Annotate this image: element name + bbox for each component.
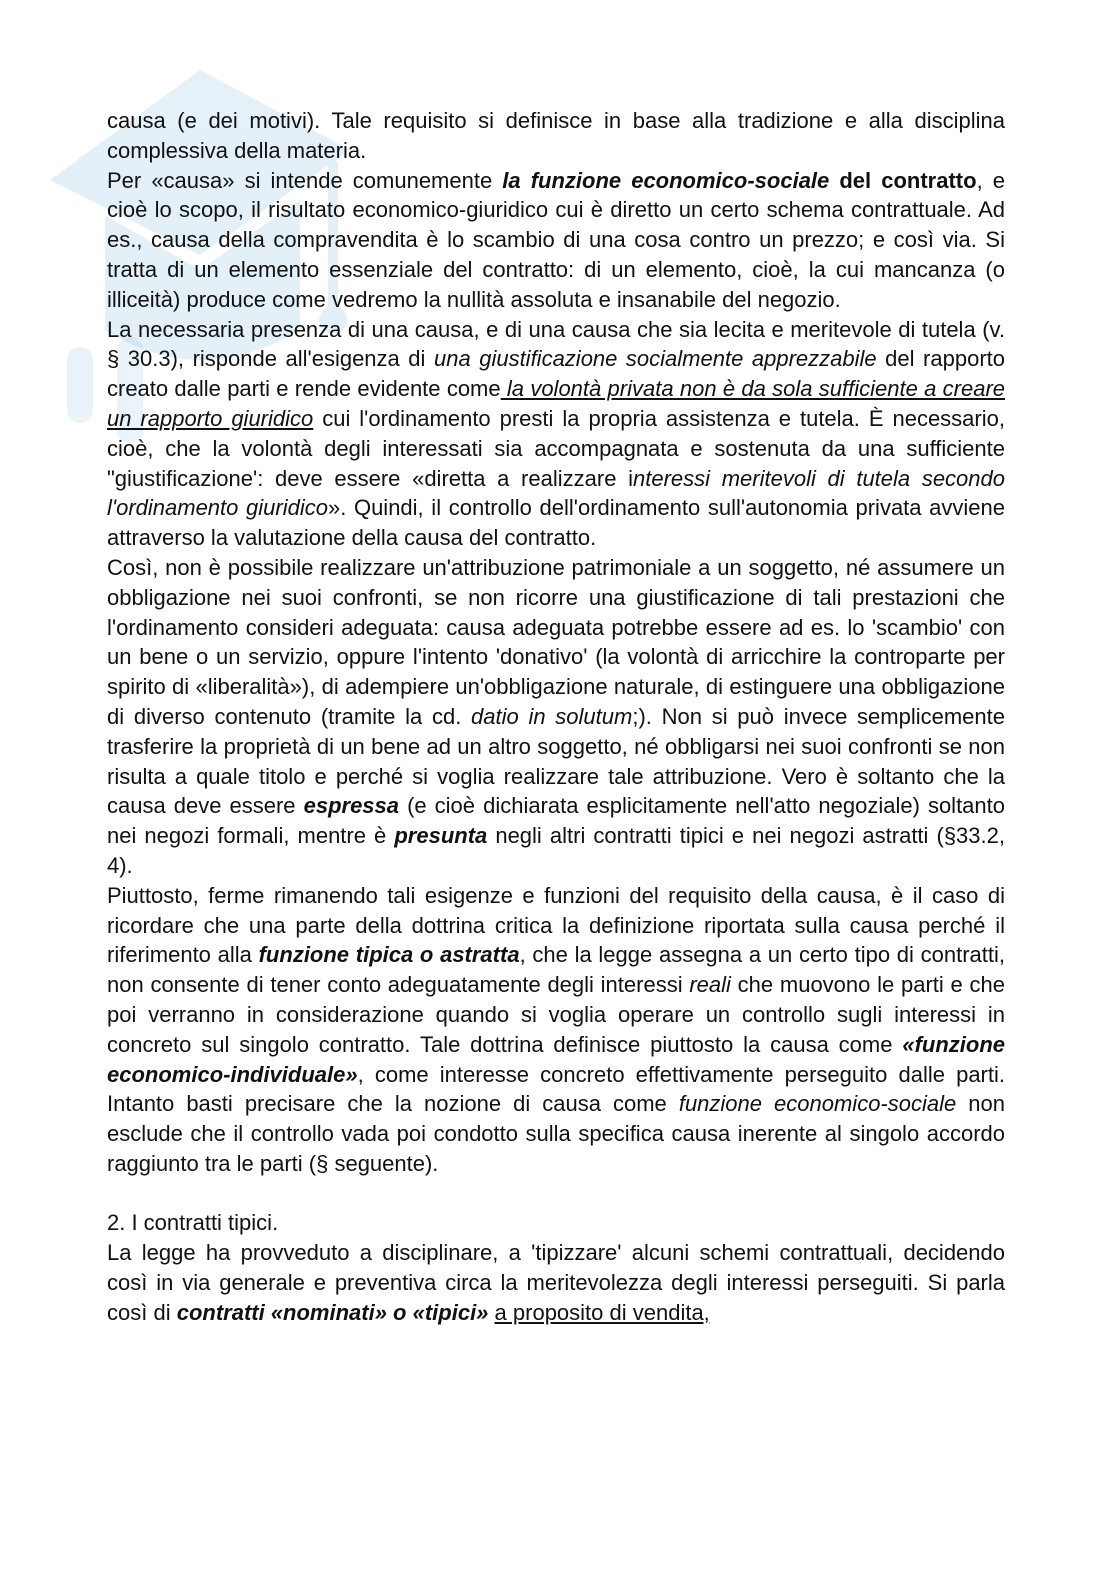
emphasis-text: funzione tipica o astratta — [258, 942, 520, 968]
italic-text: una giustificazione socialmente apprezzabile — [433, 346, 877, 372]
paragraph: La necessaria presenza di una causa, e di una causa che sia lecita e meritevole di tutela (v. § 30.3), risponde all'esigenza di una giustificazione socialmente apprezzabile del rapporto creato dalle parti e rende evidente come la volontà privata non è da sola sufficiente a creare un rapporto giuridico cui l'ordinamento presti la propria assistenza e tutela. È necessario, cioè, che la volontà degli interessati sia accompagnata e sostenuta da una sufficiente "giustificazione': deve essere «diretta a realizzare interessi meritevoli di tutela secondo l'ordinamento giuridico». Quindi, il controllo dell'ordinamento sull'autonomia privata avviene attraverso la valutazione della causa del contratto. — [107, 316, 1006, 551]
emphasis-text: espressa — [303, 793, 400, 819]
paragraph: Così, non è possibile realizzare un'attribuzione patrimoniale a un soggetto, né assumere un obbligazione nei suoi confronti, se non ricorre una giustificazione di tali prestazioni che l'ordinamento consideri adeguata: causa adeguata potrebbe essere ad es. lo 'scambio' con un bene o un servizio, oppure l'intento 'donativo' (la volontà di arricchire la controparte per spirito di «liberalità»), di adempiere un'obbligazione naturale, di estinguere una obbligazione di diverso contenuto (tramite la cd. datio in solutum;). Non si può invece semplicemente trasferire la proprietà di un bene ad un altro soggetto, né obbligarsi nei suoi confronti se non risulta a quale titolo e perché si voglia realizzare tale attribuzione. Vero è soltanto che la causa deve essere espressa (e cioè dichiarata esplicitamente nell'atto negoziale) soltanto nei negozi formali, mentre è presunta negli altri contratti tipici e nei negozi astratti (§33.2, 4). — [107, 554, 1005, 878]
paragraph: causa (e dei motivi). Tale requisito si definisce in base alla tradizione e alla disciplina complessiva della materia. — [107, 108, 1005, 163]
paragraph: La legge ha provveduto a disciplinare, a 'tipizzare' alcuni schemi contrattuali, decidendo così in via generale e preventiva circa la meritevolezza degli interessi perseguiti. Si parla così di contratti «nominati» o «tipici» a proposito di vendita, — [107, 1240, 1005, 1325]
italic-text: nteressi meritevoli di tutela secondo l'ordinamento giuridico — [107, 465, 1006, 521]
italic-text: funzione economico-sociale — [678, 1091, 957, 1117]
emphasis-text: la funzione economico-sociale — [502, 167, 830, 193]
italic-text: reali — [689, 972, 731, 998]
section-heading: 2. I contratti tipici. — [107, 1210, 279, 1236]
document-body — [107, 106, 1005, 1328]
underlined-italic-text: la volontà privata non è da sola sufficiente a creare un rapporto giuridico — [107, 376, 1006, 431]
underlined-text: a proposito di vendita, — [494, 1299, 710, 1325]
emphasis-text: presunta — [394, 823, 488, 849]
emphasis-text: «funzione economico-individuale» — [107, 1031, 1005, 1087]
paragraph: Piuttosto, ferme rimanendo tali esigenze e funzioni del requisito della causa, è il caso di ricordare che una parte della dottrina critica la definizione riportata sulla causa perché il riferimento alla funzione tipica o astratta, che la legge assegna a un certo tipo di contratti, non consente di tener conto adeguatamente degli interessi reali che muovono le parti e che poi verranno in considerazione quando si voglia operare un controllo sugli interessi in concreto sul singolo contratto. Tale dottrina definisce piuttosto la causa come «funzione economico-individuale», come interesse concreto effettivamente perseguito dalle parti. Intanto basti precisare che la nozione di causa come funzione economico-sociale non esclude che il controllo vada poi condotto sulla specifica causa inerente al singolo accordo raggiunto tra le parti (§ seguente). — [107, 882, 1005, 1176]
emphasis-text: contratti «nominati» o «tipici» — [176, 1299, 489, 1325]
italic-text: datio in solutum — [471, 703, 633, 729]
bold-text: del contratto — [829, 167, 977, 193]
paragraph: Per «causa» si intende comunemente la funzione economico-sociale del contratto, e cioè lo scopo, il risultato economico-giuridico cui è diretto un certo schema contrattuale. Ad es., causa della compravendita è lo scambio di una cosa contro un prezzo; e così via. Si tratta di un elemento essenziale del contratto: di un elemento, cioè, la cui mancanza (o illiceità) produce come vedremo la nullità assoluta e insanabile del negozio. — [107, 167, 1005, 312]
